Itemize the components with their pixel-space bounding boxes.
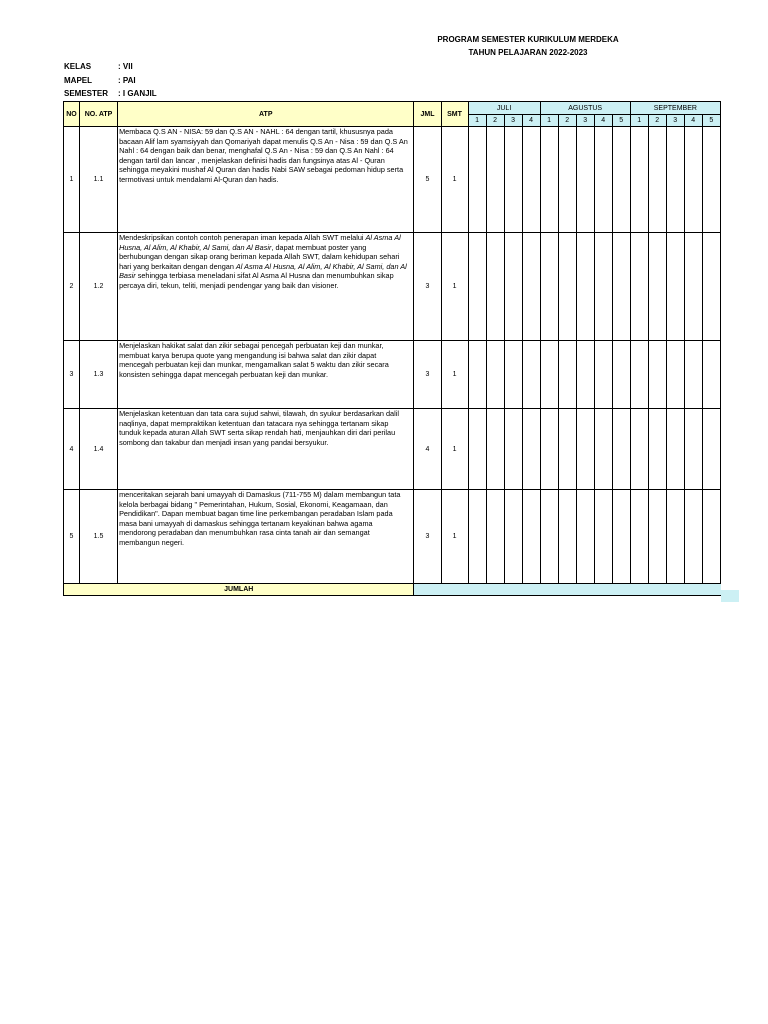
row-smt: 1 <box>441 409 468 490</box>
atp-text-part: Al Asma Al Husna, Al Alim, Al Khabir, Al Sami, dan Al Basir <box>119 261 407 280</box>
week-cell <box>468 490 486 584</box>
week-cell <box>522 341 540 409</box>
atp-text-part: menceritakan sejarah bani umayyah di Damaskus (711-755 M) dalam membangun tata kelola berbagai bidang " Pemerintahan, Hukum, Sosial, Ekonomi, Keagamaan, dan Pendidikan". Dapan membuat bagan time line perkembangan peradaban Islam pada masa bani umayyah di damaskus sehingga tertanam keyakinan bahwa agama mendorong peradaban dan menumbuhkan rasa cinta tanah air dan semangat membangun negeri. <box>119 490 401 547</box>
week-cell <box>540 490 558 584</box>
atp-text-part: , dapat membuat poster yang berhubungan dengan sikap orang beriman kepada Allah SWT, dalam kehidupan sehari hari yang berkaitan dengan dengan <box>119 242 400 271</box>
week-cell <box>504 127 522 233</box>
col-header-no: NO <box>64 102 80 127</box>
row-no-atp: 1.5 <box>80 490 118 584</box>
week-cell <box>576 409 594 490</box>
row-no: 4 <box>64 409 80 490</box>
meta-mapel <box>64 76 136 85</box>
row-no: 3 <box>64 341 80 409</box>
atp-text-part: Mendeskripsikan contoh contoh penerapan iman kepada Allah SWT melalui <box>119 233 366 242</box>
row-jml: 5 <box>414 127 441 233</box>
mapel-label: MAPEL <box>64 76 92 85</box>
row-no-atp: 1.4 <box>80 409 118 490</box>
row-smt: 1 <box>441 490 468 584</box>
row-no: 5 <box>64 490 80 584</box>
week-header-cell: 1 <box>540 115 558 127</box>
week-cell <box>666 233 684 341</box>
col-header-atp: ATP <box>118 102 414 127</box>
row-jml: 3 <box>414 233 441 341</box>
week-cell <box>486 233 504 341</box>
week-header-cell: 4 <box>522 115 540 127</box>
row-smt: 1 <box>441 341 468 409</box>
document-subtitle: TAHUN PELAJARAN 2022-2023 <box>468 48 588 57</box>
week-cell <box>684 490 702 584</box>
week-cell <box>576 490 594 584</box>
week-cell <box>468 127 486 233</box>
week-cell <box>504 490 522 584</box>
week-cell <box>486 409 504 490</box>
atp-text-part: Al Asma Al Husna, Al Alim, Al Khabir, Al Sami, dan Al Basir <box>119 233 401 252</box>
week-cell <box>666 127 684 233</box>
week-cell <box>504 341 522 409</box>
week-header-cell: 5 <box>612 115 630 127</box>
week-cell <box>648 490 666 584</box>
row-jml: 3 <box>414 490 441 584</box>
week-cell <box>648 409 666 490</box>
week-cell <box>558 127 576 233</box>
table-row <box>64 233 721 341</box>
week-cell <box>666 341 684 409</box>
week-cell <box>630 233 648 341</box>
week-cell <box>702 233 720 341</box>
row-no-atp: 1.1 <box>80 127 118 233</box>
row-atp-text <box>118 409 414 490</box>
atp-text-part: Membaca Q.S AN - NISA: 59 dan Q.S AN - NAHL : 64 dengan tartil, khususnya pada bacaan Alif lam syamsiyyah dan Qomariyah dapat menulis Q.S An - Nisa : 59 dan Q.S An Nahl : 64 dengan baik dan benar, menghafal Q.S An - Nisa : 59 dan Q.S An Nahl : 64 dengan tartil dan lancar , menjelaskan definisi hadis dan fungsinya atas Al - Quran sehingga meyakini mushaf Al Quran dan hadis Nabi SAW sebagai pedoman hidup serta termotivasi untuk mendalami Al-Quran dan hadis. <box>119 127 408 184</box>
row-atp-text <box>118 341 414 409</box>
week-cell <box>612 490 630 584</box>
meta-kelas <box>64 62 133 71</box>
week-cell <box>558 409 576 490</box>
atp-text-part: Menjelaskan ketentuan dan tata cara sujud sahwi, tilawah, dn syukur berdasarkan dalil naqlinya, dapat mempraktikan ketentuan dan tatacara nya sehingga tertanam sikap tunduk kepada aturan Allah SWT serta sikap rendah hati, menjauhkan diri dari perilau sombong dan takabur dan menjadi insan yang pandai bersyukur. <box>119 409 399 447</box>
semester-value: : I GANJIL <box>118 89 157 98</box>
week-cell <box>612 127 630 233</box>
week-cell <box>522 127 540 233</box>
week-cell <box>702 127 720 233</box>
week-cell <box>576 341 594 409</box>
total-cells <box>414 584 721 596</box>
week-cell <box>594 233 612 341</box>
mapel-value: : PAI <box>118 76 136 85</box>
week-cell <box>648 127 666 233</box>
week-header-cell: 3 <box>576 115 594 127</box>
month-header-september: SEPTEMBER <box>630 102 720 115</box>
semester-label: SEMESTER <box>64 89 109 98</box>
total-row-extension <box>721 590 739 602</box>
kelas-value: : VII <box>118 62 133 71</box>
week-cell <box>684 341 702 409</box>
week-cell <box>630 341 648 409</box>
table-row <box>64 341 721 409</box>
week-cell <box>684 233 702 341</box>
week-cell <box>540 409 558 490</box>
week-cell <box>612 409 630 490</box>
total-label: JUMLAH <box>64 584 414 596</box>
week-header-cell: 1 <box>630 115 648 127</box>
week-cell <box>540 233 558 341</box>
week-cell <box>666 409 684 490</box>
row-jml: 3 <box>414 341 441 409</box>
row-atp-text <box>118 127 414 233</box>
week-cell <box>540 127 558 233</box>
week-cell <box>702 341 720 409</box>
kelas-label: KELAS <box>64 62 92 71</box>
row-atp-text <box>118 490 414 584</box>
row-no: 1 <box>64 127 80 233</box>
week-cell <box>630 409 648 490</box>
month-header-juli: JULI <box>468 102 540 115</box>
week-cell <box>702 490 720 584</box>
atp-text-part: Menjelaskan hakikat salat dan zikir sebagai pencegah perbuatan keji dan munkar, membuat karya berupa quote yang mengandung isi bahwa salat dan zikir dapat mencegah perbuatan keji dan munkar, mengamalkan salat 5 waktu dan zikir secara konsisten sehingga dapat mencegah perbuatan keji dan munkar. <box>119 341 389 379</box>
row-smt: 1 <box>441 233 468 341</box>
week-cell <box>648 341 666 409</box>
table-row <box>64 127 721 233</box>
col-header-smt: SMT <box>441 102 468 127</box>
week-cell <box>666 490 684 584</box>
atp-text-part: sehingga terbiasa meneladani sifat Al Asma Al Husna dan menumbuhkan sikap percaya diri, tekun, teliti, menjadi pendengar yang baik dan visioner. <box>119 271 394 290</box>
row-no-atp: 1.3 <box>80 341 118 409</box>
week-cell <box>684 127 702 233</box>
week-cell <box>486 127 504 233</box>
week-cell <box>630 127 648 233</box>
table-row <box>64 490 721 584</box>
week-cell <box>594 341 612 409</box>
table-row <box>64 409 721 490</box>
week-cell <box>522 490 540 584</box>
row-jml: 4 <box>414 409 441 490</box>
week-header-cell: 2 <box>558 115 576 127</box>
week-header-cell: 5 <box>702 115 720 127</box>
week-cell <box>594 409 612 490</box>
week-cell <box>558 341 576 409</box>
week-header-cell: 3 <box>504 115 522 127</box>
week-header-cell: 3 <box>666 115 684 127</box>
month-header-agustus: AGUSTUS <box>540 102 630 115</box>
week-cell <box>540 341 558 409</box>
week-cell <box>522 409 540 490</box>
week-cell <box>504 233 522 341</box>
week-cell <box>576 233 594 341</box>
week-cell <box>684 409 702 490</box>
week-header-cell: 2 <box>486 115 504 127</box>
document-title: PROGRAM SEMESTER KURIKULUM MERDEKA <box>437 35 619 44</box>
week-cell <box>486 490 504 584</box>
week-cell <box>486 341 504 409</box>
week-cell <box>594 490 612 584</box>
week-cell <box>648 233 666 341</box>
week-cell <box>558 490 576 584</box>
col-header-jml: JML <box>414 102 441 127</box>
week-cell <box>612 341 630 409</box>
week-header-cell: 4 <box>594 115 612 127</box>
row-no-atp: 1.2 <box>80 233 118 341</box>
semester-plan-table <box>63 101 721 596</box>
week-cell <box>468 341 486 409</box>
week-cell <box>522 233 540 341</box>
week-header-cell: 1 <box>468 115 486 127</box>
row-atp-text <box>118 233 414 341</box>
week-cell <box>702 409 720 490</box>
col-header-no-atp: NO. ATP <box>80 102 118 127</box>
week-cell <box>468 409 486 490</box>
week-cell <box>504 409 522 490</box>
row-smt: 1 <box>441 127 468 233</box>
meta-semester <box>64 89 157 98</box>
week-cell <box>558 233 576 341</box>
week-cell <box>612 233 630 341</box>
week-header-cell: 2 <box>648 115 666 127</box>
row-no: 2 <box>64 233 80 341</box>
week-cell <box>630 490 648 584</box>
week-cell <box>594 127 612 233</box>
week-cell <box>468 233 486 341</box>
week-cell <box>576 127 594 233</box>
week-header-cell: 4 <box>684 115 702 127</box>
